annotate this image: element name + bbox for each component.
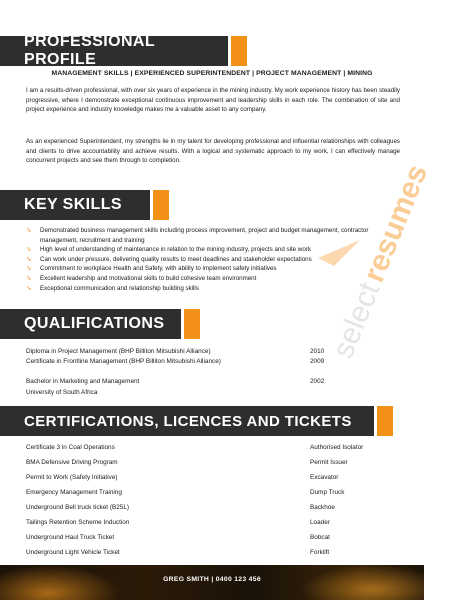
qualification-title: University of South Africa (26, 389, 98, 396)
qualification-title: Certificate in Frontline Management (BHP Billiton Mitsubishi Alliance) (26, 358, 221, 365)
skills-heading: KEY SKILLS (0, 190, 150, 220)
licence-item: Dump Truck (310, 489, 345, 496)
licence-item: Bobcat (310, 534, 330, 541)
skills-list (26, 226, 400, 293)
certifications-heading: CERTIFICATIONS, LICENCES AND TICKETS (0, 406, 374, 436)
certification-item: Underground Haul Truck Ticket (26, 534, 115, 541)
list-item: ➘ Can work under pressure, delivering quality results to meet deadlines and stakeholder expectations (26, 255, 312, 263)
licence-item: Excavator (310, 474, 339, 481)
heading-accent-bar (184, 309, 200, 339)
watermark-text-light: select (326, 277, 387, 363)
list-item: ➘ High level of understanding of maintenance in relation to the mining industry, projects and site work (26, 246, 311, 254)
arrow-bullet-icon: ➘ (26, 227, 32, 234)
arrow-bullet-icon: ➘ (26, 255, 32, 263)
watermark-text-bold: resumes (357, 160, 435, 287)
licence-item: Authorised Isolator (310, 444, 364, 451)
profile-paragraph: I am a results-driven professional, with over six years of experience in the mining industry. My work experience history has been steadily progressive, where I demonstrate exceptional continuous improvement and leadership skills in each role. The combination of site and project experience and industry knowledge makes me a valuable asset to any company. (26, 87, 400, 114)
list-item: ➘ Demonstrated business management skills including process improvement, project and budget management, contractor management, recruitment and training (26, 227, 369, 244)
certification-item: Tailings Retention Scheme Induction (26, 519, 130, 526)
profile-subtitle: MANAGEMENT SKILLS | EXPERIENCED SUPERINTENDENT | PROJECT MANAGEMENT | MINING (51, 70, 373, 77)
qualification-year: 2002 (310, 378, 325, 385)
certification-item: Emergency Management Training (26, 489, 122, 496)
licence-item: Forklift (310, 549, 330, 556)
list-item: ➘ Commitment to workplace Health and Safety, with ability to implement safety initiatives (26, 265, 277, 273)
qualification-year: 2010 (310, 348, 325, 355)
certification-item: BMA Defensive Driving Program (26, 459, 118, 466)
list-item: ➘ Exceptional communication and relationship building skills (26, 284, 199, 292)
profile-paragraph: As an experienced Superintendent, my strengths lie in my talent for developing professional and influential relationships with colleagues and clients to drive accountability and achieve results. With a logical and systematic approach to my work, I can effectively manage concurrent projects and see them through to completion. (26, 138, 400, 165)
footer-contact: GREG SMITH | 0400 123 456 (163, 576, 261, 583)
qualification-year: 2009 (310, 358, 325, 365)
certification-item: Underground Bell truck ticket (B25L) (26, 504, 130, 511)
heading-accent-bar (153, 190, 169, 220)
arrow-bullet-icon: ➘ (26, 246, 32, 254)
heading-accent-bar (231, 36, 247, 66)
licence-item: Loader (310, 519, 330, 526)
heading-accent-bar (377, 406, 393, 436)
qualification-title: Bachelor in Marketing and Management (26, 378, 140, 385)
certification-item: Permit to Work (Safety Initiative) (26, 474, 118, 481)
qualification-title: Diploma in Project Management (BHP Billiton Mitsubishi Alliance) (26, 348, 211, 355)
arrow-bullet-icon: ➘ (26, 274, 32, 282)
profile-heading: PROFESSIONAL PROFILE (0, 36, 228, 66)
certification-item: Underground Light Vehicle Ticket (26, 549, 120, 556)
licence-item: Backhoe (310, 504, 335, 511)
licence-item: Permit Issuer (310, 459, 348, 466)
list-item: ➘ Excellent leadership and motivational skills to build cohesive team environment (26, 274, 257, 282)
certification-item: Certificate 3 in Coal Operations (26, 444, 115, 451)
qualifications-heading: QUALIFICATIONS (0, 309, 181, 339)
arrow-bullet-icon: ➘ (26, 284, 32, 292)
arrow-bullet-icon: ➘ (26, 265, 32, 273)
